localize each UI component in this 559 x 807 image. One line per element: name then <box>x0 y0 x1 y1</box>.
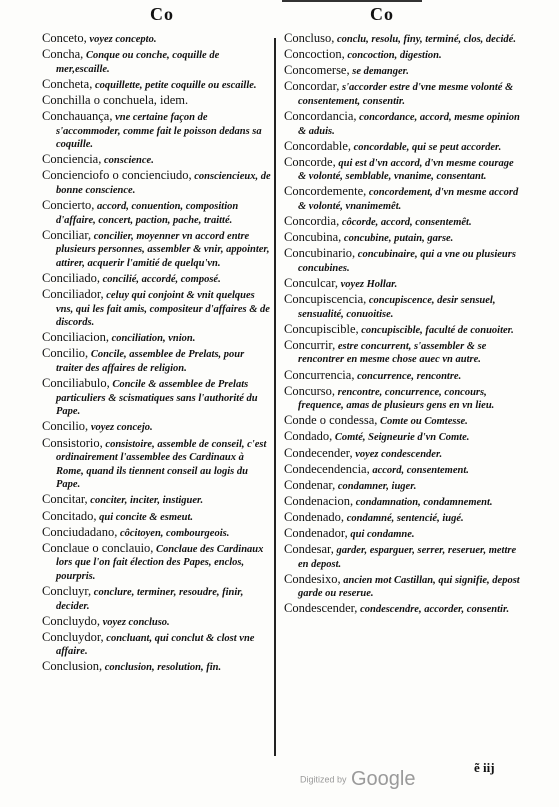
headword: Concoction, <box>284 47 345 62</box>
headword: Concubinario, <box>284 246 356 261</box>
translation: voyez condescender. <box>352 448 443 460</box>
headword: Conde o condessa, <box>284 413 378 428</box>
headword: Conclusion, <box>42 659 103 674</box>
digitized-watermark <box>300 768 415 791</box>
dictionary-entry <box>284 293 520 321</box>
translation: qui condamne. <box>347 529 415 540</box>
headword: Condesar, <box>284 542 334 557</box>
translation: condamner, iuger. <box>335 480 417 492</box>
translation: condamné, sentencié, iugé. <box>344 512 464 524</box>
dictionary-entry <box>42 585 272 613</box>
dictionary-entry <box>284 156 520 184</box>
headword: Conculcar, <box>284 276 338 290</box>
dictionary-entry <box>284 110 520 138</box>
headword: Conchauança, <box>42 108 113 123</box>
translation: conclusion, resolution, fin. <box>102 662 222 674</box>
translation: concubinaire, qui a vne ou plusieurs concubines. <box>298 249 516 274</box>
headword: Concordia, <box>284 214 340 229</box>
headword: Concupiscencia, <box>284 292 367 307</box>
headword: Conciliabulo, <box>42 376 110 391</box>
dictionary-entry <box>42 169 272 197</box>
dictionary-entry <box>284 231 520 246</box>
translation: conciter, inciter, instiguer. <box>87 495 204 507</box>
headword: Concitar, <box>42 492 88 507</box>
dictionary-entry <box>284 339 520 367</box>
headword: Condesixo, <box>284 571 341 586</box>
translation: rencontre, concurrence, concours, frequence, amas de plusieurs gens en vn lieu. <box>298 386 495 412</box>
dictionary-entry <box>284 247 520 275</box>
dictionary-entry <box>42 153 272 168</box>
translation: se demanger. <box>349 66 409 78</box>
dictionary-entry <box>284 385 520 413</box>
translation: conciliation, vnion. <box>109 333 196 345</box>
translation: concilier, moyenner vn accord entre plusieurs personnes, assembler & vnir, appointer, attirer, acquerir l'amitié de quelqu'vn. <box>56 230 270 269</box>
headword: Concilio, <box>42 346 89 361</box>
dictionary-entry <box>284 602 520 617</box>
top-rule-fragment <box>282 0 422 6</box>
headword: Concienciofo o concienciudo, <box>42 168 192 183</box>
dictionary-entry <box>284 543 520 571</box>
dictionary-entry <box>42 78 272 93</box>
translation: garder, esparguer, serrer, reseruer, mettre en depost. <box>298 545 517 570</box>
headword: Conceto, <box>42 31 87 45</box>
translation: côcitoyen, combourgeois. <box>117 527 230 539</box>
translation: condamnation, condamnement. <box>353 496 493 508</box>
headword: Concluso, <box>284 31 335 45</box>
column-divider <box>274 38 276 756</box>
dictionary-entry <box>42 94 272 109</box>
headword: Condenar, <box>284 477 336 492</box>
translation: voyez concluso. <box>99 616 170 628</box>
dictionary-entry <box>284 80 520 108</box>
headword: Concluyr, <box>42 583 92 598</box>
translation: vne certaine façon de s'accommoder, comme fait le poisson dedans sa coquille. <box>56 111 262 151</box>
dictionary-entry <box>42 347 272 375</box>
dictionary-entry <box>284 511 520 526</box>
headword: Condado, <box>284 429 333 444</box>
translation: concubine, putain, garse. <box>341 233 454 245</box>
translation: voyez Hollar. <box>338 279 398 290</box>
dictionary-entry <box>284 527 520 542</box>
dictionary-entry <box>284 414 520 429</box>
dictionary-entry <box>42 110 272 152</box>
headword: Condenacion, <box>284 493 354 508</box>
left-column <box>42 32 272 677</box>
translation: qui est d'vn accord, d'vn mesme courage & volonté, semblable, vnanime, consentant. <box>298 157 514 183</box>
dictionary-entry <box>284 323 520 338</box>
dictionary-entry <box>284 369 520 384</box>
headword: Concorde, <box>284 154 336 169</box>
translation: consciencieux, de bonne conscience. <box>56 171 271 196</box>
dictionary-entry <box>284 185 520 213</box>
dictionary-entry <box>42 48 272 76</box>
translation: concupiscence, desir sensuel, sensualité, conuoitise. <box>298 295 496 320</box>
dictionary-entry <box>284 573 520 601</box>
dictionary-entry <box>42 615 272 630</box>
headword: Concluydor, <box>42 629 104 644</box>
translation: concilié, accordé, composé. <box>99 274 221 285</box>
dictionary-entry <box>42 437 272 492</box>
translation: condescendre, accorder, consentir. <box>357 604 510 616</box>
translation: voyez concejo. <box>88 422 153 434</box>
translation: conclure, terminer, resoudre, finir, decider. <box>56 586 244 612</box>
headword: Condenado, <box>284 509 345 524</box>
translation: qui concite & esmeut. <box>96 511 194 523</box>
google-logo: Google <box>350 768 416 790</box>
translation: concupiscible, faculté de conuoiter. <box>358 324 514 336</box>
dictionary-entry <box>284 140 520 155</box>
dictionary-entry <box>284 215 520 230</box>
dictionary-entry <box>42 272 272 287</box>
headword: Condecendencia, <box>284 461 370 476</box>
dictionary-entry <box>42 660 272 675</box>
translation: côcorde, accord, consentemêt. <box>339 217 472 229</box>
headword: Concordable, <box>284 138 351 153</box>
translation: coquillette, petite coquille ou escaille. <box>92 79 257 91</box>
translation: concordement, d'vn mesme accord & volonté, vnanimemêt. <box>298 187 519 213</box>
headword: Concordar, <box>284 79 340 94</box>
headword: Concilio, <box>42 419 89 434</box>
dictionary-entry <box>42 288 272 330</box>
translation: Concile & assemblee de Prelats particuliers & scismatiques sans l'authorité du Pape. <box>56 379 258 418</box>
headword: Concurso, <box>284 383 336 398</box>
headword: Concluydo, <box>42 613 100 628</box>
dictionary-entry <box>42 420 272 435</box>
signature-mark: ẽ iij <box>474 760 495 775</box>
headword: Concordemente, <box>284 184 367 199</box>
translation: Concile, assemblee de Prelats, pour traiter des affaires de religion. <box>56 349 245 375</box>
dictionary-entry <box>284 48 520 63</box>
translation: celuy qui conjoint & vnit quelques vns, qui les fait amis, compositeur d'affaires & de discords. <box>56 290 270 329</box>
translation: Comte ou Comtesse. <box>377 416 468 428</box>
headword: Conclaue o conclauio, <box>42 540 154 555</box>
dictionary-entry <box>42 510 272 525</box>
dictionary-entry <box>42 526 272 541</box>
running-head-right: Co <box>370 4 394 24</box>
translation: concoction, digestion. <box>344 50 442 62</box>
headword: Condecender, <box>284 445 353 460</box>
translation: accord, conuention, composition d'affaire, concert, paction, pache, traitté. <box>56 201 239 226</box>
headword: Conciudadano, <box>42 524 118 539</box>
watermark-prefix: Digitized by <box>300 774 347 785</box>
headword: Concheta, <box>42 76 93 91</box>
translation: Conclaue des Cardinaux lors que l'on fait élection des Papes, enclos, pourpris. <box>56 543 264 582</box>
headword: Conciliacion, <box>42 330 109 345</box>
headword: Condenador, <box>284 526 348 540</box>
dictionary-entry <box>284 32 520 47</box>
headword: Conciliador, <box>42 287 104 302</box>
headword: Conciliar, <box>42 227 92 242</box>
dictionary-entry <box>42 331 272 346</box>
dictionary-entry <box>284 447 520 462</box>
dictionary-entry <box>284 479 520 494</box>
dictionary-entry <box>284 64 520 79</box>
headword: Concurrencia, <box>284 367 355 382</box>
headword: Conchilla o conchuela, idem. <box>42 92 189 107</box>
dictionary-entry <box>284 430 520 445</box>
headword: Concupiscible, <box>284 321 359 336</box>
translation: Comté, Seigneurie d'vn Comte. <box>332 432 470 444</box>
translation: concurrence, rencontre. <box>354 370 462 382</box>
headword: Conciencia, <box>42 152 102 167</box>
headword: Concomerse, <box>284 63 350 78</box>
translation: Conque ou conche, coquille de mer,escaille. <box>56 50 220 75</box>
dictionary-entry <box>42 377 272 419</box>
headword: Condescender, <box>284 601 358 616</box>
translation: concordable, qui se peut accorder. <box>351 141 502 153</box>
translation: conscience. <box>101 155 154 167</box>
dictionary-entry <box>42 542 272 584</box>
translation: conclu, resolu, finy, terminé, clos, decidé. <box>334 34 516 45</box>
headword: Concurrir, <box>284 337 336 352</box>
dictionary-entry <box>42 493 272 508</box>
dictionary-entry <box>42 199 272 227</box>
headword: Concha, <box>42 47 84 62</box>
dictionary-entry <box>42 631 272 659</box>
translation: concluant, qui conclut & clost vne affaire. <box>56 632 255 658</box>
headword: Conciliado, <box>42 271 100 285</box>
translation: voyez concepto. <box>86 34 157 45</box>
translation: consistoire, assemble de conseil, c'est ordinairement l'assemblee des Cardinaux à Rome, quand ils tiennent conseil au logis du Pape. <box>56 438 267 491</box>
dictionary-entry <box>284 463 520 478</box>
dictionary-entry <box>42 32 272 47</box>
dictionary-entry <box>284 277 520 292</box>
translation: accord, consentement. <box>369 464 469 476</box>
running-head-left: Co <box>150 4 174 24</box>
translation: estre concurrent, s'assembler & se rencontrer en mesme chose auec vn autre. <box>298 340 487 366</box>
headword: Concubina, <box>284 230 342 245</box>
headword: Concordancia, <box>284 108 357 123</box>
headword: Consistorio, <box>42 435 103 450</box>
dictionary-entry <box>284 495 520 510</box>
translation: ancien mot Castillan, qui signifie, depost garde ou reserue. <box>298 574 520 600</box>
right-column <box>284 32 520 619</box>
translation: concordance, accord, mesme opinion & aduis. <box>298 111 520 137</box>
translation: s'accorder estre d'vne mesme volonté & consentement, consentir. <box>298 82 514 107</box>
headword: Concierto, <box>42 198 95 213</box>
headword: Concitado, <box>42 508 97 523</box>
dictionary-entry <box>42 229 272 271</box>
